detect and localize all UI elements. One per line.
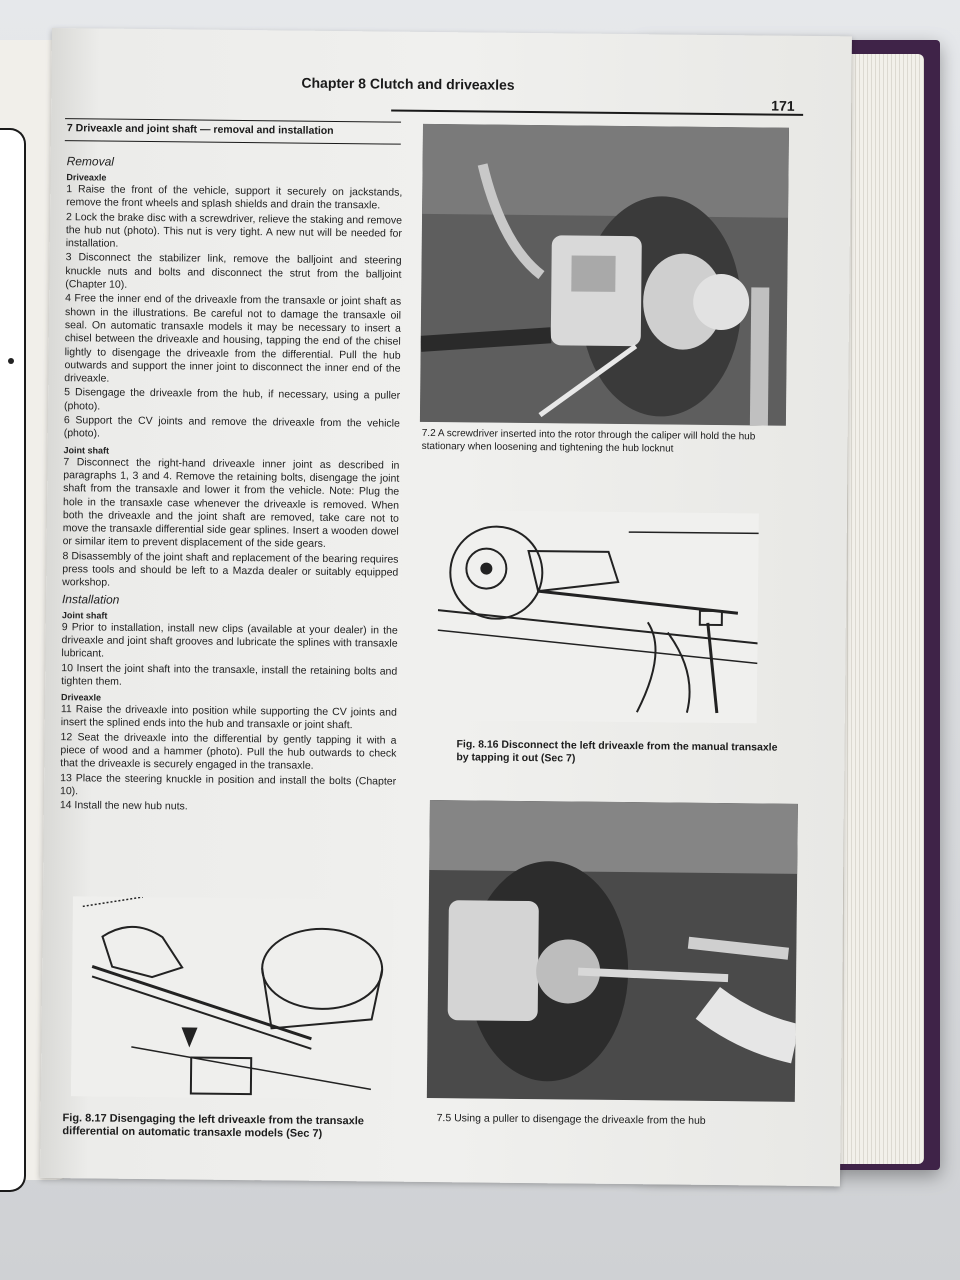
paragraph-8: 8 Disassembly of the joint shaft and replacement of the bearing requires press tools and should be left to a Mazda dealer or suitably equipped workshop. bbox=[62, 549, 399, 589]
paragraph-12: 12 Seat the driveaxle into the differential by gently tapping it with a piece of wood and a hammer (photo). Pull the hub outwards to check that the driveaxle is securely engaged in the transaxle. bbox=[60, 730, 397, 773]
photo-7-5-caption: 7.5 Using a puller to disengage the driveaxle from the hub bbox=[436, 1112, 706, 1127]
paragraph-13: 13 Place the steering knuckle in position and install the bolts (Chapter 10). bbox=[59, 771, 397, 798]
paragraph-10: 10 Insert the joint shaft into the transaxle, install the retaining bolts and tighten them. bbox=[61, 661, 398, 688]
header-rule bbox=[391, 110, 803, 116]
paragraph-2: 2 Lock the brake disc with a screwdriver, relieve the staking and remove the hub nut (photo). This nut is very tight. A new nut will be needed for installation. bbox=[65, 210, 403, 250]
removal-heading: Removal bbox=[66, 154, 115, 169]
section-rule-bottom bbox=[65, 140, 401, 145]
paragraph-5: 5 Disengage the driveaxle from the hub, if necessary, using a puller (photo). bbox=[63, 386, 401, 413]
installation-driveaxle-heading: Driveaxle bbox=[60, 692, 102, 703]
page-number: 171 bbox=[771, 97, 795, 114]
installation-heading: Installation bbox=[61, 591, 120, 607]
paragraph-1: 1 Raise the front of the vehicle, support it securely on jackstands, remove the front wheels and splash shields and drain the transaxle. bbox=[66, 183, 403, 212]
section-title: 7 Driveaxle and joint shaft — removal and installation bbox=[66, 122, 334, 137]
fig-8-16-caption: Fig. 8.16 Disconnect the left driveaxle from the manual transaxle by tapping it out (Sec 7) bbox=[456, 738, 778, 765]
running-head: Chapter 8 Clutch and driveaxles bbox=[301, 74, 515, 93]
fig-8-17-drawing bbox=[71, 896, 393, 1099]
paragraph-3: 3 Disconnect the stabilizer link, remove the balljoint and steering knuckle nuts and bolts and disconnect the strut from the balljoint (Chapter 10). bbox=[65, 251, 402, 291]
photo-7-2 bbox=[420, 124, 789, 426]
photo-7-2-caption: 7.2 A screwdriver inserted into the rotor through the caliper will hold the hub stationary when loosening and tightening the hub locknut bbox=[421, 427, 756, 455]
page-edges bbox=[840, 54, 924, 1164]
left-page-border bbox=[0, 128, 26, 1192]
paragraph-4: 4 Free the inner end of the driveaxle from the transaxle or joint shaft as shown in the illustrations. Be careful not to damage the transaxle oil seal. On automatic transaxle models it may be necessary to insert a chisel between the driveaxle and housing, tapping the end of the chisel lightly to disengage the driveaxle from the differential. Pull the hub outwards and support the inner joint to disconnect the inner end of the driveaxle. bbox=[64, 292, 402, 385]
text-column bbox=[60, 152, 403, 817]
paragraph-14: 14 Install the new hub nuts. bbox=[59, 799, 188, 813]
manual-page bbox=[40, 28, 852, 1186]
paragraph-7: 7 Disconnect the right-hand driveaxle inner joint as described in paragraphs 1, 3 and 4. Remove the retaining bolts, disengage the joint shaft from the transaxle and lower it from the vehicle. Note: Plug the hole in the transaxle case whenever the driveaxle is removed. When both the driveaxle and the joint shaft are removed, take care not to move the transaxle differential side gear splines. Insert a wooden dowel or similar item to prevent displacement of the side gears. bbox=[62, 455, 400, 551]
removal-driveaxle-heading: Driveaxle bbox=[66, 172, 107, 183]
fig-8-17-caption: Fig. 8.17 Disengaging the left driveaxle from the transaxle differential on automatic transaxle models (Sec 7) bbox=[62, 1112, 365, 1140]
paragraph-11: 11 Raise the driveaxle into position while supporting the CV joints and insert the splined ends into the hub and transaxle or joint shaft. bbox=[60, 703, 397, 732]
fig-8-16-drawing bbox=[437, 510, 759, 723]
photo-7-5 bbox=[427, 800, 798, 1102]
installation-joint-shaft-heading: Joint shaft bbox=[61, 609, 108, 621]
paragraph-9: 9 Prior to installation, install new clips (available at your dealer) in the driveaxle and joint shaft grooves and lubricate the splines with transaxle lubricant. bbox=[61, 620, 398, 660]
paragraph-6: 6 Support the CV joints and remove the driveaxle from the vehicle (photo). bbox=[63, 414, 400, 440]
removal-joint-shaft-heading: Joint shaft bbox=[63, 444, 110, 456]
left-page-mark bbox=[8, 358, 14, 364]
